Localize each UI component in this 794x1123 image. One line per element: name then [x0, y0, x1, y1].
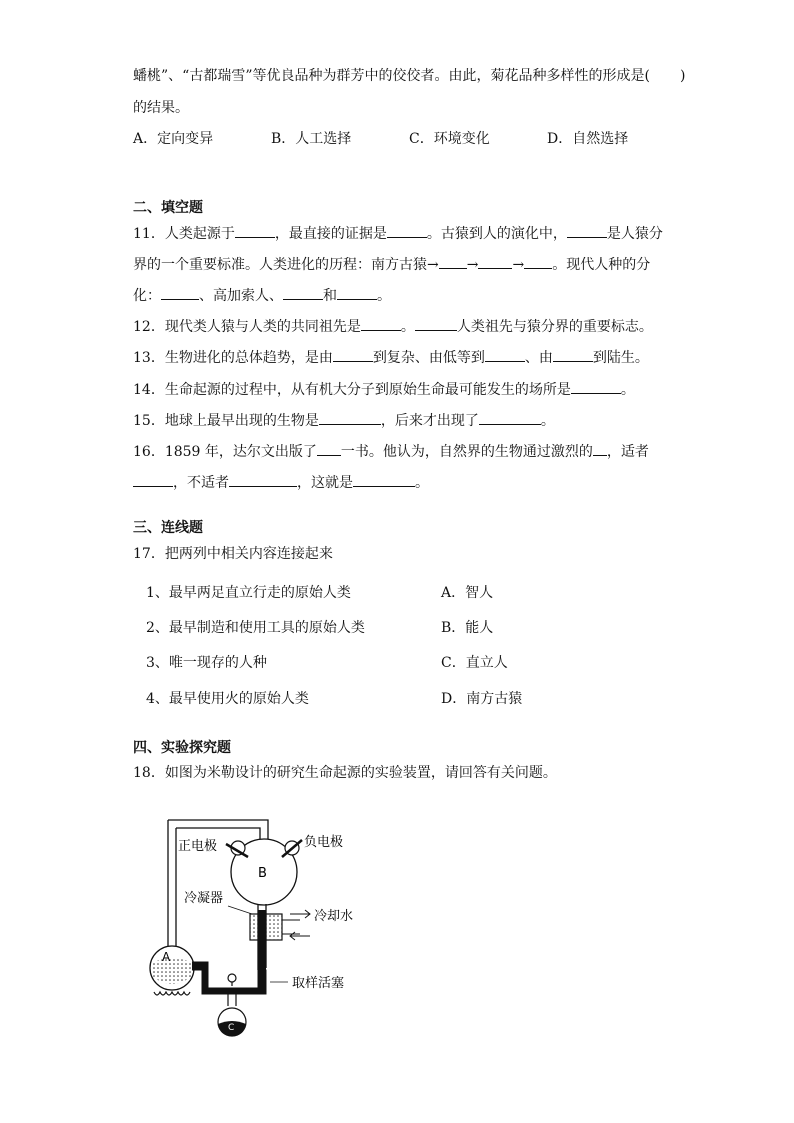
q12-blank-2[interactable] — [415, 316, 457, 331]
q12-blank-1[interactable] — [361, 316, 401, 331]
miller-apparatus-diagram — [140, 810, 400, 1050]
label-condenser: 冷凝器 — [184, 891, 224, 906]
q16-blank-5[interactable] — [353, 472, 415, 487]
q11-text: 界的一个重要标准。人类进化的历程：南方古猿→ — [133, 257, 439, 273]
q11-text: ，最直接的证据是 — [274, 226, 387, 242]
q13-line — [133, 347, 649, 368]
q16-blank-1[interactable] — [317, 441, 341, 456]
q11-blank-2[interactable] — [387, 223, 427, 238]
q11-text: 。 — [377, 288, 391, 304]
q18-prompt: 18．如图为米勒设计的研究生命起源的实验装置，请回答有关问题。 — [133, 765, 557, 781]
q13-blank-2[interactable] — [485, 347, 525, 362]
q16-line-1 — [133, 441, 649, 462]
q11-text: 11．人类起源于 — [133, 226, 235, 242]
match-right-d[interactable]: D．南方古猿 — [441, 691, 523, 707]
q14-blank[interactable] — [571, 379, 621, 394]
q11-blank-3[interactable] — [567, 223, 607, 238]
q16-blank-4[interactable] — [229, 472, 297, 487]
sampling-valve-icon — [228, 974, 236, 986]
label-cooling-water: 冷却水 — [314, 909, 354, 924]
match-left-2[interactable]: 2、最早制造和使用工具的原始人类 — [146, 620, 365, 636]
section-3-heading: 三、连线题 — [133, 520, 203, 536]
match-right-a[interactable]: A．智人 — [441, 585, 494, 601]
q11-blank-1[interactable] — [235, 223, 275, 238]
heater-coil-icon — [154, 992, 190, 995]
q16-text: ，这就是 — [297, 475, 353, 491]
q16-line-2 — [133, 472, 429, 493]
q11-text: 。现代人种的分 — [552, 257, 651, 273]
q11-text: → — [466, 257, 479, 273]
match-right-c[interactable]: C．直立人 — [441, 655, 508, 671]
q11-line-3 — [133, 285, 391, 306]
q16-text: 。 — [415, 475, 429, 491]
q11-line-1 — [133, 223, 663, 244]
arrow-out-icon — [290, 910, 310, 918]
match-right-b[interactable]: B．能人 — [441, 620, 494, 636]
q11-text: 、高加索人、 — [199, 288, 283, 304]
q16-blank-3[interactable] — [133, 472, 173, 487]
q16-blank-2[interactable] — [593, 441, 607, 456]
q15-text: ，后来才出现了 — [380, 413, 479, 429]
q17-prompt: 17．把两列中相关内容连接起来 — [133, 546, 333, 562]
q13-text: 到陆生。 — [592, 350, 649, 366]
q11-text: 化： — [133, 288, 161, 304]
label-b: B — [258, 866, 267, 881]
q10-option-a: A．定向变异 — [133, 131, 214, 147]
q13-text: 到复杂、由低等到 — [372, 350, 485, 366]
positive-electrode-icon — [226, 841, 248, 857]
q14-text: 。 — [620, 382, 635, 398]
q10-text-b: ) — [679, 68, 686, 84]
q11-line-2 — [133, 254, 650, 275]
match-left-3[interactable]: 3、唯一现存的人种 — [146, 655, 267, 671]
q10-text-a: 蟠桃”、“古都瑞雪”等优良品种为群芳中的佼佼者。由此，菊花品种多样性的形成是( — [133, 68, 650, 84]
section-2-heading: 二、填空题 — [133, 200, 203, 216]
q13-text: 、由 — [524, 350, 553, 366]
q13-text: 13．生物进化的总体趋势，是由 — [133, 350, 333, 366]
q11-text: 是人猿分 — [606, 226, 663, 242]
q15-line — [133, 410, 555, 431]
negative-electrode-icon — [282, 840, 302, 857]
q16-text: 一书。他认为，自然界的生物通过激烈的 — [340, 444, 593, 460]
q15-text: 。 — [540, 413, 555, 429]
q15-blank-2[interactable] — [479, 410, 541, 425]
q16-text: 16．1859 年，达尔文出版了 — [133, 444, 317, 460]
q11-blank-6[interactable] — [524, 254, 552, 269]
label-negative-electrode: 负电极 — [304, 835, 344, 850]
q11-blank-8[interactable] — [283, 285, 323, 300]
q13-blank-1[interactable] — [333, 347, 373, 362]
q12-text: 人类祖先与猿分界的重要标志。 — [456, 319, 653, 335]
q12-line — [133, 316, 653, 337]
q15-blank-1[interactable] — [319, 410, 381, 425]
q11-blank-7[interactable] — [161, 285, 199, 300]
q10-line-1 — [133, 66, 685, 86]
q11-text: → — [512, 257, 525, 273]
q10-option-d: D．自然选择 — [547, 131, 629, 147]
q14-line — [133, 379, 635, 400]
q11-text: 。古猿到人的演化中， — [426, 226, 567, 242]
q11-blank-5[interactable] — [478, 254, 512, 269]
match-left-1[interactable]: 1、最早两足直立行走的原始人类 — [146, 585, 351, 601]
label-positive-electrode: 正电极 — [178, 839, 218, 854]
q11-blank-9[interactable] — [337, 285, 377, 300]
q12-text: 。 — [400, 319, 415, 335]
match-left-4[interactable]: 4、最早使用火的原始人类 — [146, 691, 309, 707]
q10-option-c: C．环境变化 — [409, 131, 490, 147]
label-a: A — [162, 950, 171, 964]
q13-blank-3[interactable] — [553, 347, 593, 362]
label-c: C — [228, 1023, 235, 1033]
q14-text: 14．生命起源的过程中，从有机大分子到原始生命最可能发生的场所是 — [133, 382, 571, 398]
q11-blank-4[interactable] — [439, 254, 467, 269]
q11-text: 和 — [323, 288, 337, 304]
arrow-in-icon — [290, 932, 310, 940]
q10-line-2: 的结果。 — [133, 100, 189, 116]
q15-text: 15．地球上最早出现的生物是 — [133, 413, 319, 429]
q16-text: ，不适者 — [173, 475, 229, 491]
q10-option-b: B．人工选择 — [271, 131, 352, 147]
q16-text: ，适者 — [606, 444, 649, 460]
q12-text: 12．现代类人猿与人类的共同祖先是 — [133, 319, 361, 335]
label-sampling-valve: 取样活塞 — [292, 976, 345, 991]
section-4-heading: 四、实验探究题 — [133, 740, 231, 756]
